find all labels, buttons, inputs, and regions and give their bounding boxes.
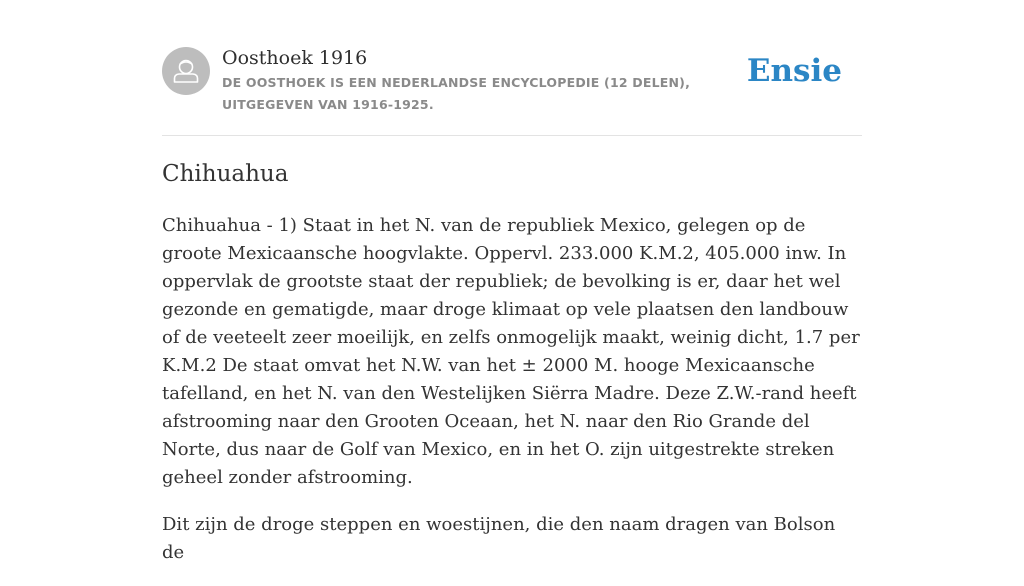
source-header — [162, 46, 862, 118]
entry-article — [162, 212, 862, 586]
user-avatar-icon[interactable] — [162, 47, 210, 95]
header-divider — [162, 135, 862, 136]
entry-headword: Chihuahua — [162, 161, 289, 187]
source-description: DE OOSTHOEK IS EEN NEDERLANDSE ENCYCLOPEDIE (12 DELEN), UITGEGEVEN VAN 1916-1925. — [222, 75, 691, 112]
source-info — [222, 46, 762, 116]
ensie-logo-link[interactable]: Ensie — [746, 53, 842, 89]
entry-paragraph: Dit zijn de droge steppen en woestijnen, die den naam dragen van Bolson de — [162, 514, 836, 563]
entry-paragraph: Chihuahua - 1) Staat in het N. van de republiek Mexico, gelegen op de groote Mexicaansche hoogvlakte. Oppervl. 233.000 K.M.2, 405.000 inw. In oppervlak de grootste staat der republiek; de bevolking is er, daar het wel gezonde en gematigde, maar droge klimaat op vele plaatsen den landbouw of de veeteelt zeer moeilijk, en zelfs onmogelijk maakt, weinig dicht, 1.7 per K.M.2 De staat omvat het N.W. van het ± 2000 M. hooge Mexicaansche tafelland, en het N. van den Westelijken Siërra Madre. Deze Z.W.-rand heeft afstrooming naar den Grooten Oceaan, het N. naar den Rio Grande del Norte, dus naar de Golf van Mexico, en in het O. zijn uitgestrekte streken geheel zonder afstrooming. — [162, 215, 860, 488]
source-title[interactable]: Oosthoek 1916 — [222, 47, 368, 69]
